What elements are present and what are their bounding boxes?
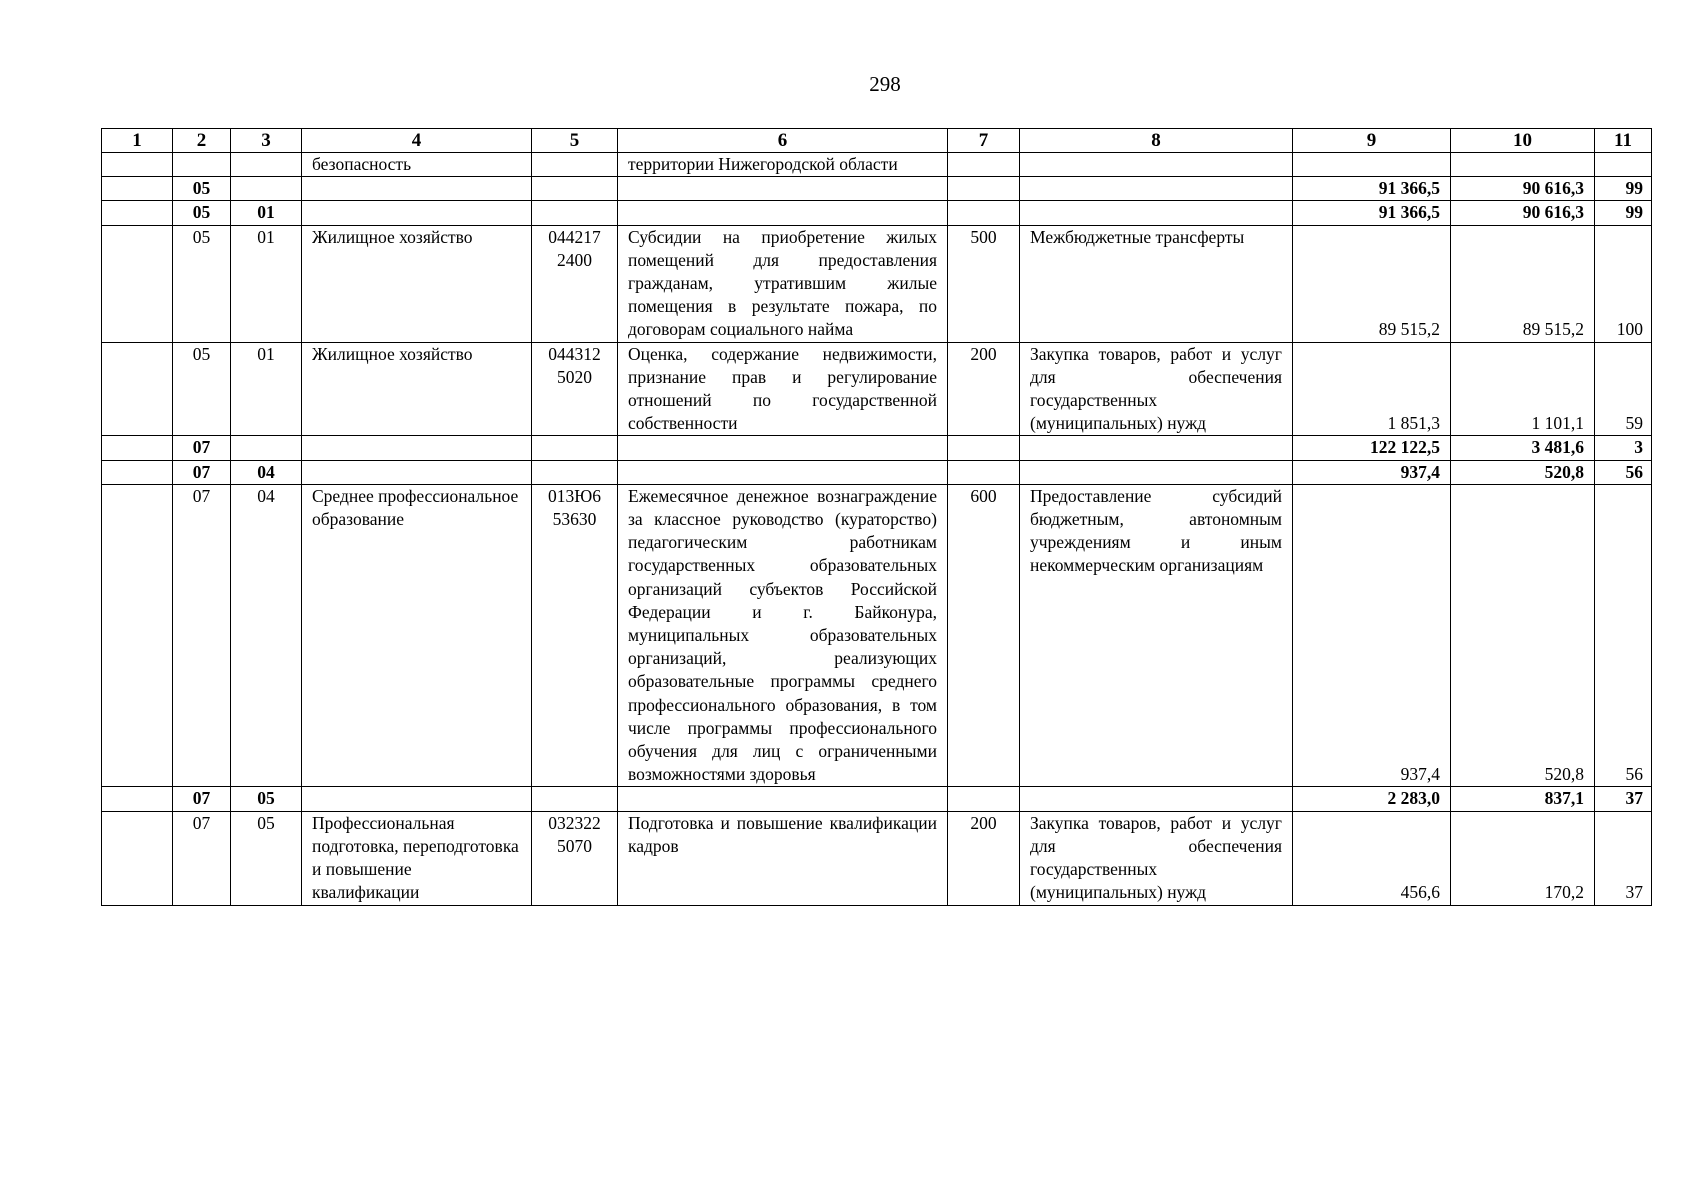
article-name bbox=[618, 436, 948, 460]
section-code: 05 bbox=[173, 177, 231, 201]
col1-cell bbox=[102, 177, 173, 201]
col1-cell bbox=[102, 225, 173, 342]
expense-type-code: 200 bbox=[948, 811, 1020, 905]
executed-amount: 520,8 bbox=[1451, 484, 1595, 787]
approved-amount: 456,6 bbox=[1293, 811, 1451, 905]
subsection-code: 04 bbox=[231, 460, 302, 484]
expense-type-name bbox=[1020, 460, 1293, 484]
section-name: Жилищное хозяйство bbox=[302, 342, 532, 436]
budget-table bbox=[101, 128, 1652, 906]
execution-percent: 59 bbox=[1595, 342, 1652, 436]
approved-amount: 89 515,2 bbox=[1293, 225, 1451, 342]
header-cell: 2 bbox=[173, 129, 231, 153]
expense-type-name bbox=[1020, 177, 1293, 201]
section-code: 07 bbox=[173, 460, 231, 484]
col1-cell bbox=[102, 787, 173, 811]
execution-percent bbox=[1595, 153, 1652, 177]
header-cell: 9 bbox=[1293, 129, 1451, 153]
expense-type-name: Закупка товаров, работ и услуг для обеспечения государственных (муниципальных) нужд bbox=[1020, 342, 1293, 436]
col1-cell bbox=[102, 201, 173, 225]
subsection-code: 01 bbox=[231, 342, 302, 436]
executed-amount: 1 101,1 bbox=[1451, 342, 1595, 436]
article-name bbox=[618, 460, 948, 484]
expense-type-name: Межбюджетные трансферты bbox=[1020, 225, 1293, 342]
expense-type-name bbox=[1020, 787, 1293, 811]
col1-cell bbox=[102, 436, 173, 460]
execution-percent: 56 bbox=[1595, 484, 1652, 787]
article-name bbox=[618, 201, 948, 225]
expense-type-code bbox=[948, 201, 1020, 225]
execution-percent: 37 bbox=[1595, 787, 1652, 811]
subsection-code: 01 bbox=[231, 225, 302, 342]
execution-percent: 56 bbox=[1595, 460, 1652, 484]
subsection-code: 05 bbox=[231, 787, 302, 811]
approved-amount: 91 366,5 bbox=[1293, 201, 1451, 225]
header-cell: 11 bbox=[1595, 129, 1652, 153]
table-row bbox=[102, 225, 1652, 342]
article-name: Субсидии на приобретение жилых помещений для предоставления гражданам, утратившим жилые помещения в результате пожара, по договорам социального найма bbox=[618, 225, 948, 342]
target-article-code bbox=[532, 787, 618, 811]
subsection-code: 01 bbox=[231, 201, 302, 225]
article-name: Подготовка и повышение квалификации кадров bbox=[618, 811, 948, 905]
table-row bbox=[102, 153, 1652, 177]
approved-amount: 937,4 bbox=[1293, 460, 1451, 484]
section-name bbox=[302, 460, 532, 484]
approved-amount: 2 283,0 bbox=[1293, 787, 1451, 811]
approved-amount: 937,4 bbox=[1293, 484, 1451, 787]
subtotal-row bbox=[102, 201, 1652, 225]
col1-cell bbox=[102, 342, 173, 436]
expense-type-name bbox=[1020, 153, 1293, 177]
article-name bbox=[618, 787, 948, 811]
target-article-code bbox=[532, 460, 618, 484]
section-code: 07 bbox=[173, 787, 231, 811]
subtotal-row bbox=[102, 436, 1652, 460]
target-article-code bbox=[532, 177, 618, 201]
execution-percent: 37 bbox=[1595, 811, 1652, 905]
subtotal-row bbox=[102, 460, 1652, 484]
section-code: 05 bbox=[173, 201, 231, 225]
section-name: Профессиональная подготовка, переподготовка и повышение квалификации bbox=[302, 811, 532, 905]
page-number: 298 bbox=[869, 72, 901, 96]
section-code: 05 bbox=[173, 342, 231, 436]
target-article-code bbox=[532, 436, 618, 460]
header-cell: 6 bbox=[618, 129, 948, 153]
target-article-code bbox=[532, 201, 618, 225]
header-cell: 10 bbox=[1451, 129, 1595, 153]
target-article-code: 044312 5020 bbox=[532, 342, 618, 436]
subsection-code bbox=[231, 436, 302, 460]
subsection-code bbox=[231, 177, 302, 201]
execution-percent: 100 bbox=[1595, 225, 1652, 342]
subtotal-row bbox=[102, 177, 1652, 201]
table-header-row bbox=[102, 129, 1652, 153]
expense-type-code bbox=[948, 177, 1020, 201]
executed-amount: 837,1 bbox=[1451, 787, 1595, 811]
col1-cell bbox=[102, 460, 173, 484]
section-code bbox=[173, 153, 231, 177]
section-name: Жилищное хозяйство bbox=[302, 225, 532, 342]
target-article-code bbox=[532, 153, 618, 177]
subsection-code: 05 bbox=[231, 811, 302, 905]
expense-type-code: 500 bbox=[948, 225, 1020, 342]
header-cell: 7 bbox=[948, 129, 1020, 153]
expense-type-code: 600 bbox=[948, 484, 1020, 787]
section-name bbox=[302, 787, 532, 811]
executed-amount: 3 481,6 bbox=[1451, 436, 1595, 460]
expense-type-name bbox=[1020, 201, 1293, 225]
execution-percent: 99 bbox=[1595, 177, 1652, 201]
subsection-code: 04 bbox=[231, 484, 302, 787]
article-name bbox=[618, 177, 948, 201]
approved-amount bbox=[1293, 153, 1451, 177]
executed-amount: 520,8 bbox=[1451, 460, 1595, 484]
col1-cell bbox=[102, 811, 173, 905]
header-cell: 4 bbox=[302, 129, 532, 153]
expense-type-code bbox=[948, 153, 1020, 177]
section-code: 07 bbox=[173, 811, 231, 905]
subtotal-row bbox=[102, 787, 1652, 811]
target-article-code: 044217 2400 bbox=[532, 225, 618, 342]
section-code: 05 bbox=[173, 225, 231, 342]
table-row bbox=[102, 342, 1652, 436]
expense-type-name: Закупка товаров, работ и услуг для обеспечения государственных (муниципальных) нужд bbox=[1020, 811, 1293, 905]
expense-type-code bbox=[948, 436, 1020, 460]
subsection-code bbox=[231, 153, 302, 177]
executed-amount: 170,2 bbox=[1451, 811, 1595, 905]
execution-percent: 3 bbox=[1595, 436, 1652, 460]
article-name: территории Нижегородской области bbox=[618, 153, 948, 177]
section-code: 07 bbox=[173, 436, 231, 460]
executed-amount: 90 616,3 bbox=[1451, 177, 1595, 201]
header-cell: 8 bbox=[1020, 129, 1293, 153]
approved-amount: 1 851,3 bbox=[1293, 342, 1451, 436]
expense-type-code: 200 bbox=[948, 342, 1020, 436]
expense-type-name: Предоставление субсидий бюджетным, автономным учреждениям и иным некоммерческим организациям bbox=[1020, 484, 1293, 787]
approved-amount: 122 122,5 bbox=[1293, 436, 1451, 460]
executed-amount: 90 616,3 bbox=[1451, 201, 1595, 225]
section-name bbox=[302, 201, 532, 225]
section-name bbox=[302, 177, 532, 201]
expense-type-code bbox=[948, 460, 1020, 484]
executed-amount: 89 515,2 bbox=[1451, 225, 1595, 342]
target-article-code: 032322 5070 bbox=[532, 811, 618, 905]
header-cell: 1 bbox=[102, 129, 173, 153]
header-cell: 5 bbox=[532, 129, 618, 153]
table-row bbox=[102, 811, 1652, 905]
expense-type-name bbox=[1020, 436, 1293, 460]
section-code: 07 bbox=[173, 484, 231, 787]
target-article-code: 013Ю6 53630 bbox=[532, 484, 618, 787]
article-name: Ежемесячное денежное вознаграждение за классное руководство (кураторство) педагогическим работникам государственных образовательных организаций субъектов Российской Федерации и г. Байконура, муниципальных образовательных организаций, реализующих образовательные программы среднего профессионального образования, в том числе программы профессионального обучения для лиц с ограниченными возможностями здоровья bbox=[618, 484, 948, 787]
executed-amount bbox=[1451, 153, 1595, 177]
table-row bbox=[102, 484, 1652, 787]
col1-cell bbox=[102, 484, 173, 787]
approved-amount: 91 366,5 bbox=[1293, 177, 1451, 201]
section-name bbox=[302, 436, 532, 460]
header-cell: 3 bbox=[231, 129, 302, 153]
article-name: Оценка, содержание недвижимости, признание прав и регулирование отношений по государственной собственности bbox=[618, 342, 948, 436]
section-name: Среднее профессиональное образование bbox=[302, 484, 532, 787]
execution-percent: 99 bbox=[1595, 201, 1652, 225]
section-name: безопасность bbox=[302, 153, 532, 177]
col1-cell bbox=[102, 153, 173, 177]
expense-type-code bbox=[948, 787, 1020, 811]
